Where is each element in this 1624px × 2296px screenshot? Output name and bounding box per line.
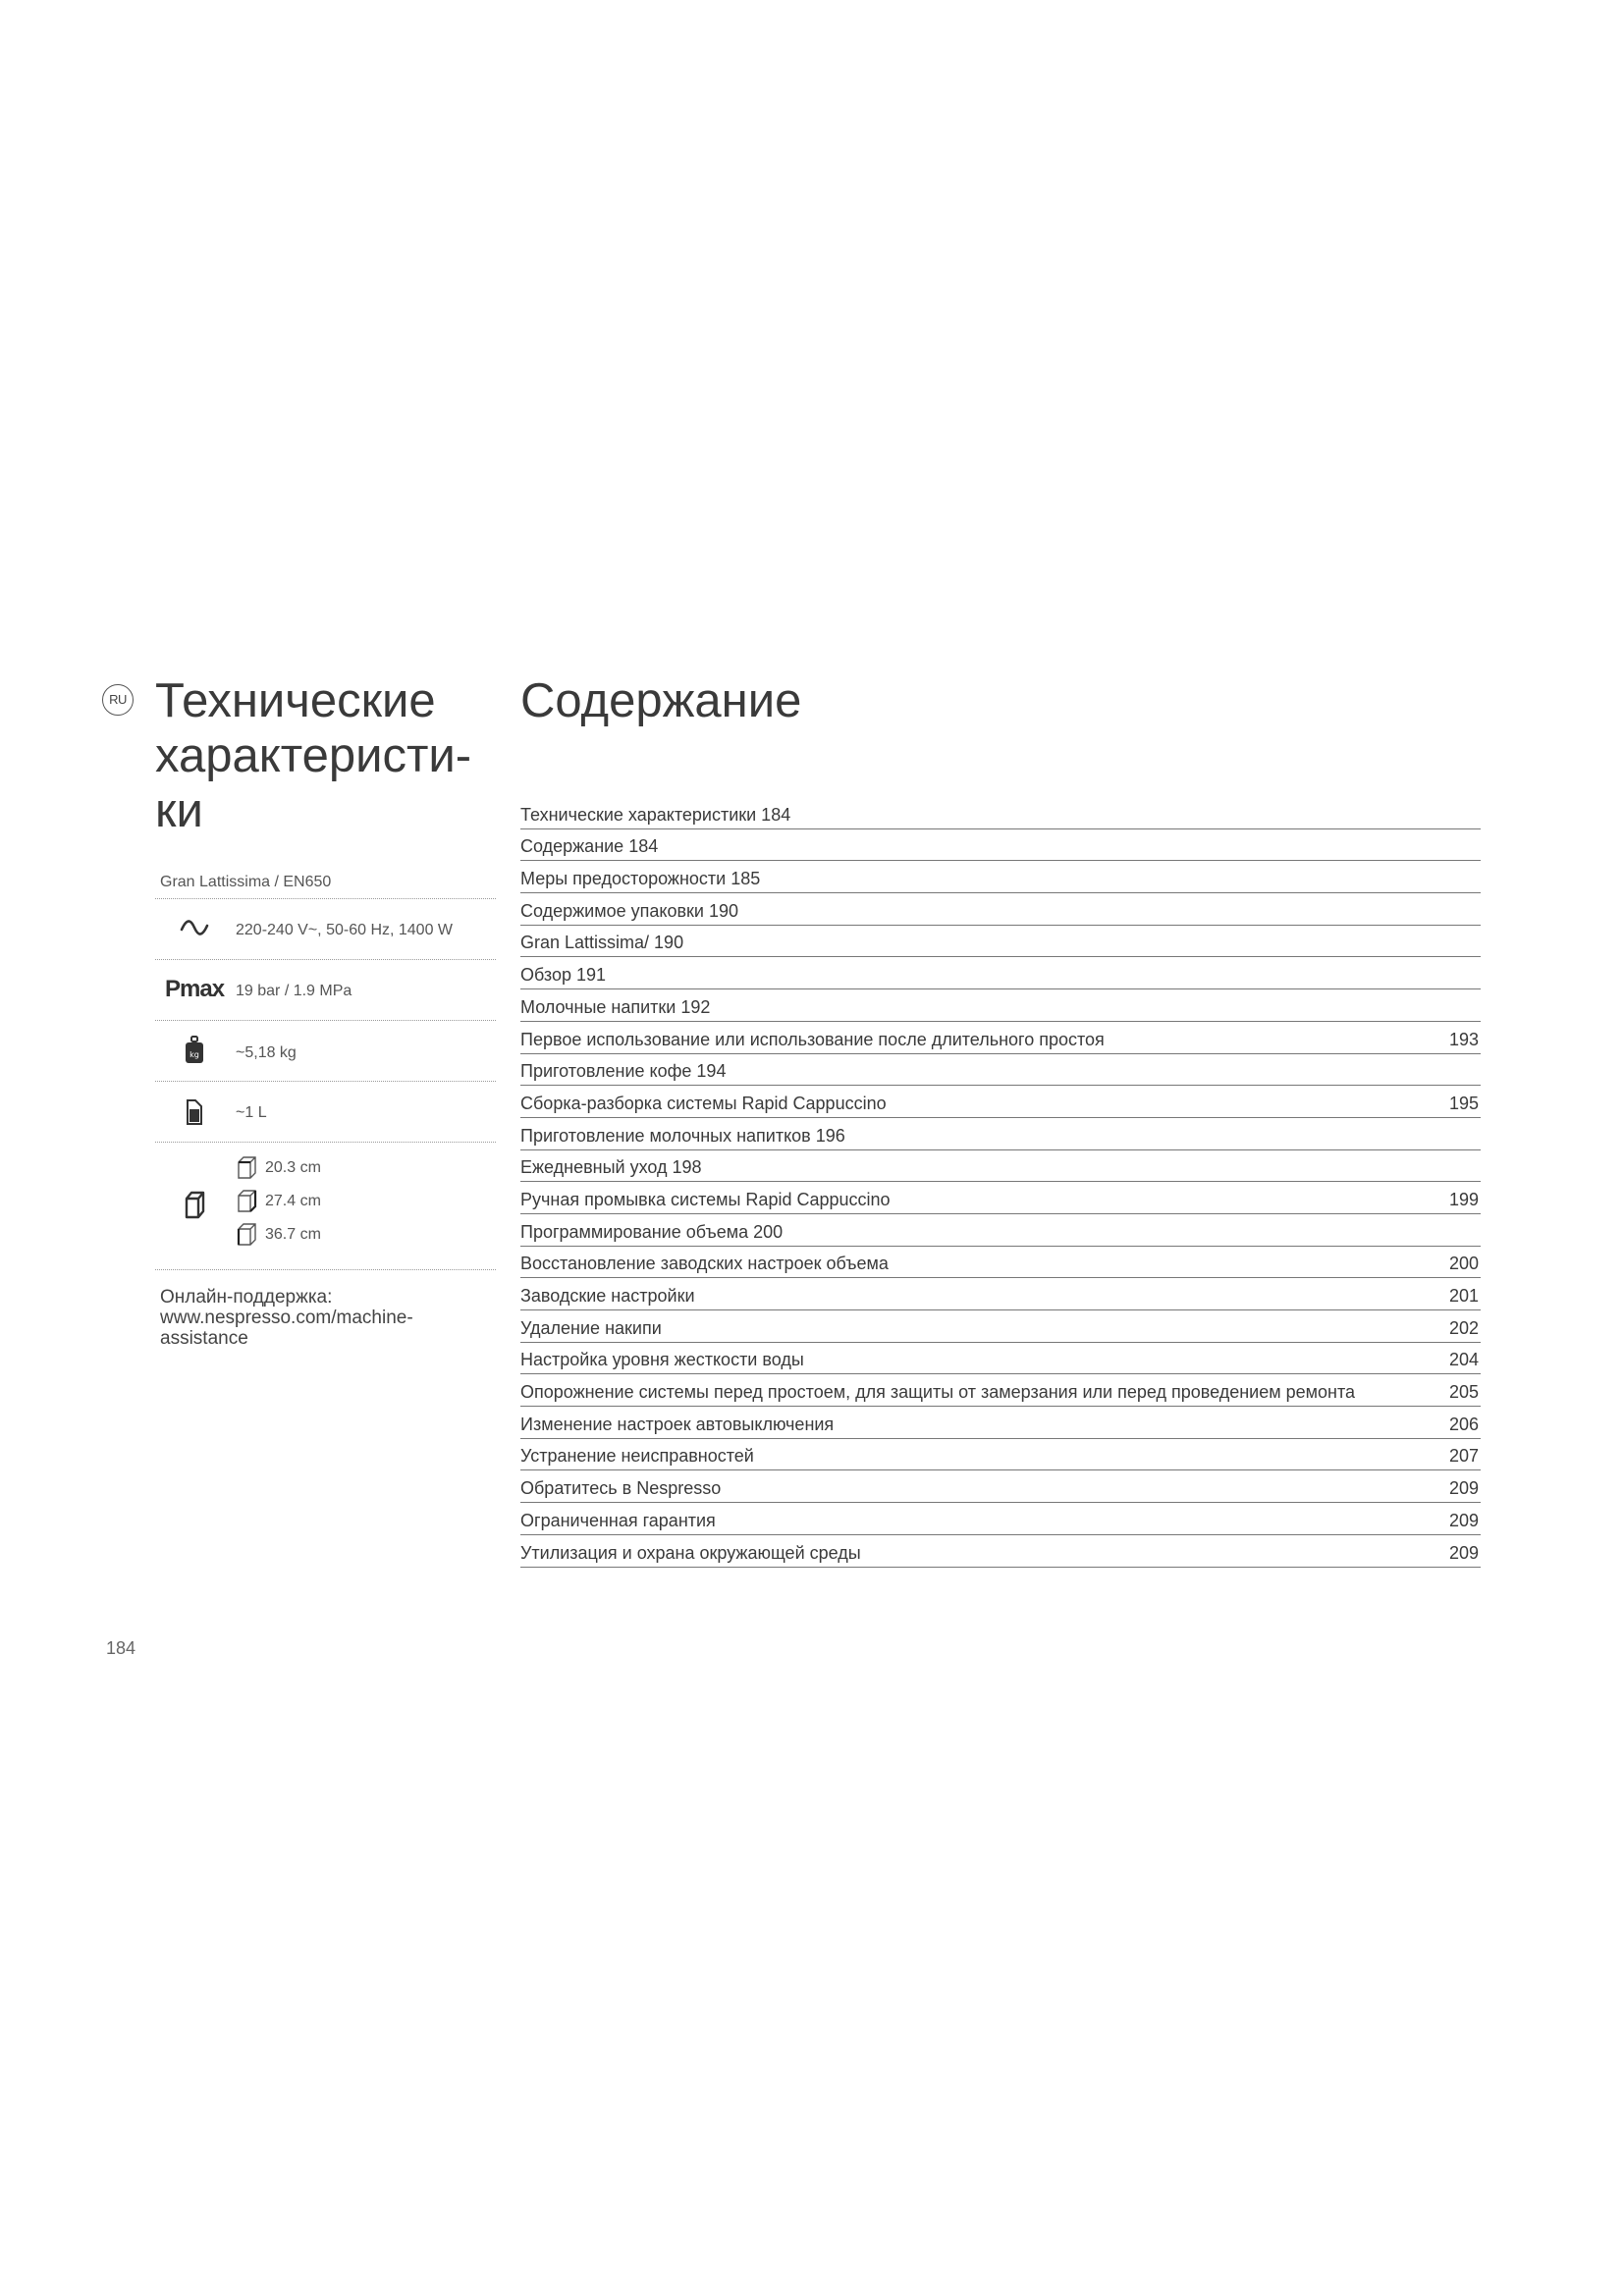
toc-item[interactable] [520, 829, 1481, 862]
toc-item[interactable] [520, 797, 1481, 829]
specs-title-line: Технические [155, 674, 436, 727]
toc-item[interactable] [520, 1278, 1481, 1310]
toc-item-page: 204 [1448, 1350, 1479, 1370]
toc-item-title: Удаление накипи [520, 1317, 662, 1338]
toc-item[interactable] [520, 1470, 1481, 1503]
toc-item[interactable] [520, 893, 1481, 926]
toc-item[interactable] [520, 1343, 1481, 1375]
toc-item-title: Ежедневный уход 198 [520, 1157, 702, 1178]
toc-item-page: 201 [1448, 1286, 1479, 1306]
spec-row-tank [155, 1081, 496, 1143]
toc-item-page: 202 [1448, 1317, 1479, 1338]
toc-item[interactable] [520, 1439, 1481, 1471]
toc-item-title: Изменение настроек автовыключения [520, 1414, 835, 1434]
online-support [160, 1287, 484, 1349]
toc-item[interactable] [520, 1503, 1481, 1535]
spec-row-pressure [155, 959, 496, 1021]
toc-item-page: 200 [1448, 1254, 1479, 1274]
alternating-current-icon [175, 917, 214, 943]
toc-item-title: Gran Lattissima/ 190 [520, 933, 684, 953]
machine-dimensions-icon [175, 1190, 214, 1224]
toc-item-page: 209 [1448, 1510, 1479, 1530]
box-height-icon [236, 1222, 259, 1248]
toc-item-page: 193 [1448, 1029, 1479, 1049]
toc-item[interactable] [520, 861, 1481, 893]
dimension-depth-value: 27.4 cm [265, 1193, 321, 1209]
toc-item-title: Ручная промывка системы Rapid Cappuccino [520, 1189, 891, 1209]
toc-item-title: Первое использование или использование после длительного простоя [520, 1029, 1105, 1049]
toc-item-page: 195 [1448, 1093, 1479, 1113]
toc-item-title: Программирование объема 200 [520, 1221, 784, 1242]
spec-row-dimensions [155, 1142, 496, 1270]
specs-title-line: характеристи- [155, 729, 472, 782]
toc-item[interactable] [520, 1214, 1481, 1247]
toc-item[interactable] [520, 1182, 1481, 1214]
toc-item-page: 205 [1448, 1382, 1479, 1403]
toc-item-title: Опорожнение системы перед простоем, для защиты от замерзания или перед проведением ремонта [520, 1382, 1356, 1403]
weight-icon-label: kg [189, 1050, 199, 1059]
toc-item-title: Настройка уровня жесткости воды [520, 1350, 804, 1370]
pressure-max-icon: Pmax [165, 976, 225, 1002]
toc-item-title: Меры предосторожности 185 [520, 869, 761, 889]
toc-item-title: Сборка-разборка системы Rapid Cappuccino [520, 1093, 887, 1113]
toc-item[interactable] [520, 1535, 1481, 1568]
pressure-spec: 19 bar / 1.9 MPa [236, 983, 352, 999]
toc-item[interactable] [520, 926, 1481, 958]
online-support-url[interactable]: www.nespresso.com/machine- [160, 1308, 413, 1328]
weight-spec: ~5,18 kg [236, 1044, 297, 1061]
language-badge: RU [102, 684, 134, 716]
page-number: 184 [106, 1638, 136, 1658]
toc-item[interactable] [520, 1407, 1481, 1439]
dimension-width-value: 20.3 cm [265, 1159, 321, 1176]
toc-item-page: 209 [1448, 1478, 1479, 1499]
model-label: Gran Lattissima / EN650 [160, 874, 332, 890]
toc-item-title: Обзор 191 [520, 965, 607, 986]
water-tank-icon [175, 1098, 214, 1131]
toc-item-title: Содержание 184 [520, 836, 659, 857]
toc-item-page: 199 [1448, 1189, 1479, 1209]
toc-item[interactable] [520, 1086, 1481, 1118]
toc-item[interactable] [520, 1374, 1481, 1407]
toc-item-title: Восстановление заводских настроек объема [520, 1254, 889, 1274]
toc-item-title: Молочные напитки 192 [520, 996, 711, 1017]
toc-list [520, 797, 1481, 1568]
box-depth-icon [236, 1189, 259, 1214]
toc-item-title: Заводские настройки [520, 1286, 695, 1306]
toc-item[interactable] [520, 1022, 1481, 1054]
toc-item-title: Содержимое упаковки 190 [520, 900, 739, 921]
toc-item-title: Приготовление молочных напитков 196 [520, 1125, 845, 1146]
spec-row-weight [155, 1020, 496, 1082]
toc-title: Содержание [520, 674, 802, 727]
toc-item-title: Утилизация и охрана окружающей среды [520, 1542, 861, 1563]
specs-title [155, 673, 509, 838]
toc-item[interactable] [520, 1247, 1481, 1279]
specs-title-line: ки [155, 784, 203, 837]
online-support-url-cont[interactable]: assistance [160, 1328, 248, 1349]
online-support-label: Онлайн-поддержка: [160, 1287, 333, 1308]
toc-item-page: 209 [1448, 1542, 1479, 1563]
toc-item[interactable] [520, 1150, 1481, 1183]
toc-item-page: 207 [1448, 1446, 1479, 1467]
toc-item[interactable] [520, 1054, 1481, 1087]
toc-item-page: 206 [1448, 1414, 1479, 1434]
toc-item-title: Технические характеристики 184 [520, 804, 791, 825]
weight-icon [175, 1036, 214, 1070]
toc-item[interactable] [520, 957, 1481, 989]
toc-item-title: Обратитесь в Nespresso [520, 1478, 722, 1499]
spec-row-power [155, 898, 496, 960]
power-spec: 220-240 V~, 50-60 Hz, 1400 W [236, 922, 454, 938]
toc-item[interactable] [520, 1310, 1481, 1343]
toc-item-title: Приготовление кофе 194 [520, 1061, 727, 1082]
spec-divider [155, 1269, 496, 1270]
toc-item[interactable] [520, 989, 1481, 1022]
toc-item-title: Ограниченная гарантия [520, 1510, 716, 1530]
tank-spec: ~1 L [236, 1104, 267, 1121]
toc-item[interactable] [520, 1118, 1481, 1150]
dimension-height-value: 36.7 cm [265, 1226, 321, 1243]
toc-item-title: Устранение неисправностей [520, 1446, 754, 1467]
box-width-icon [236, 1155, 259, 1181]
